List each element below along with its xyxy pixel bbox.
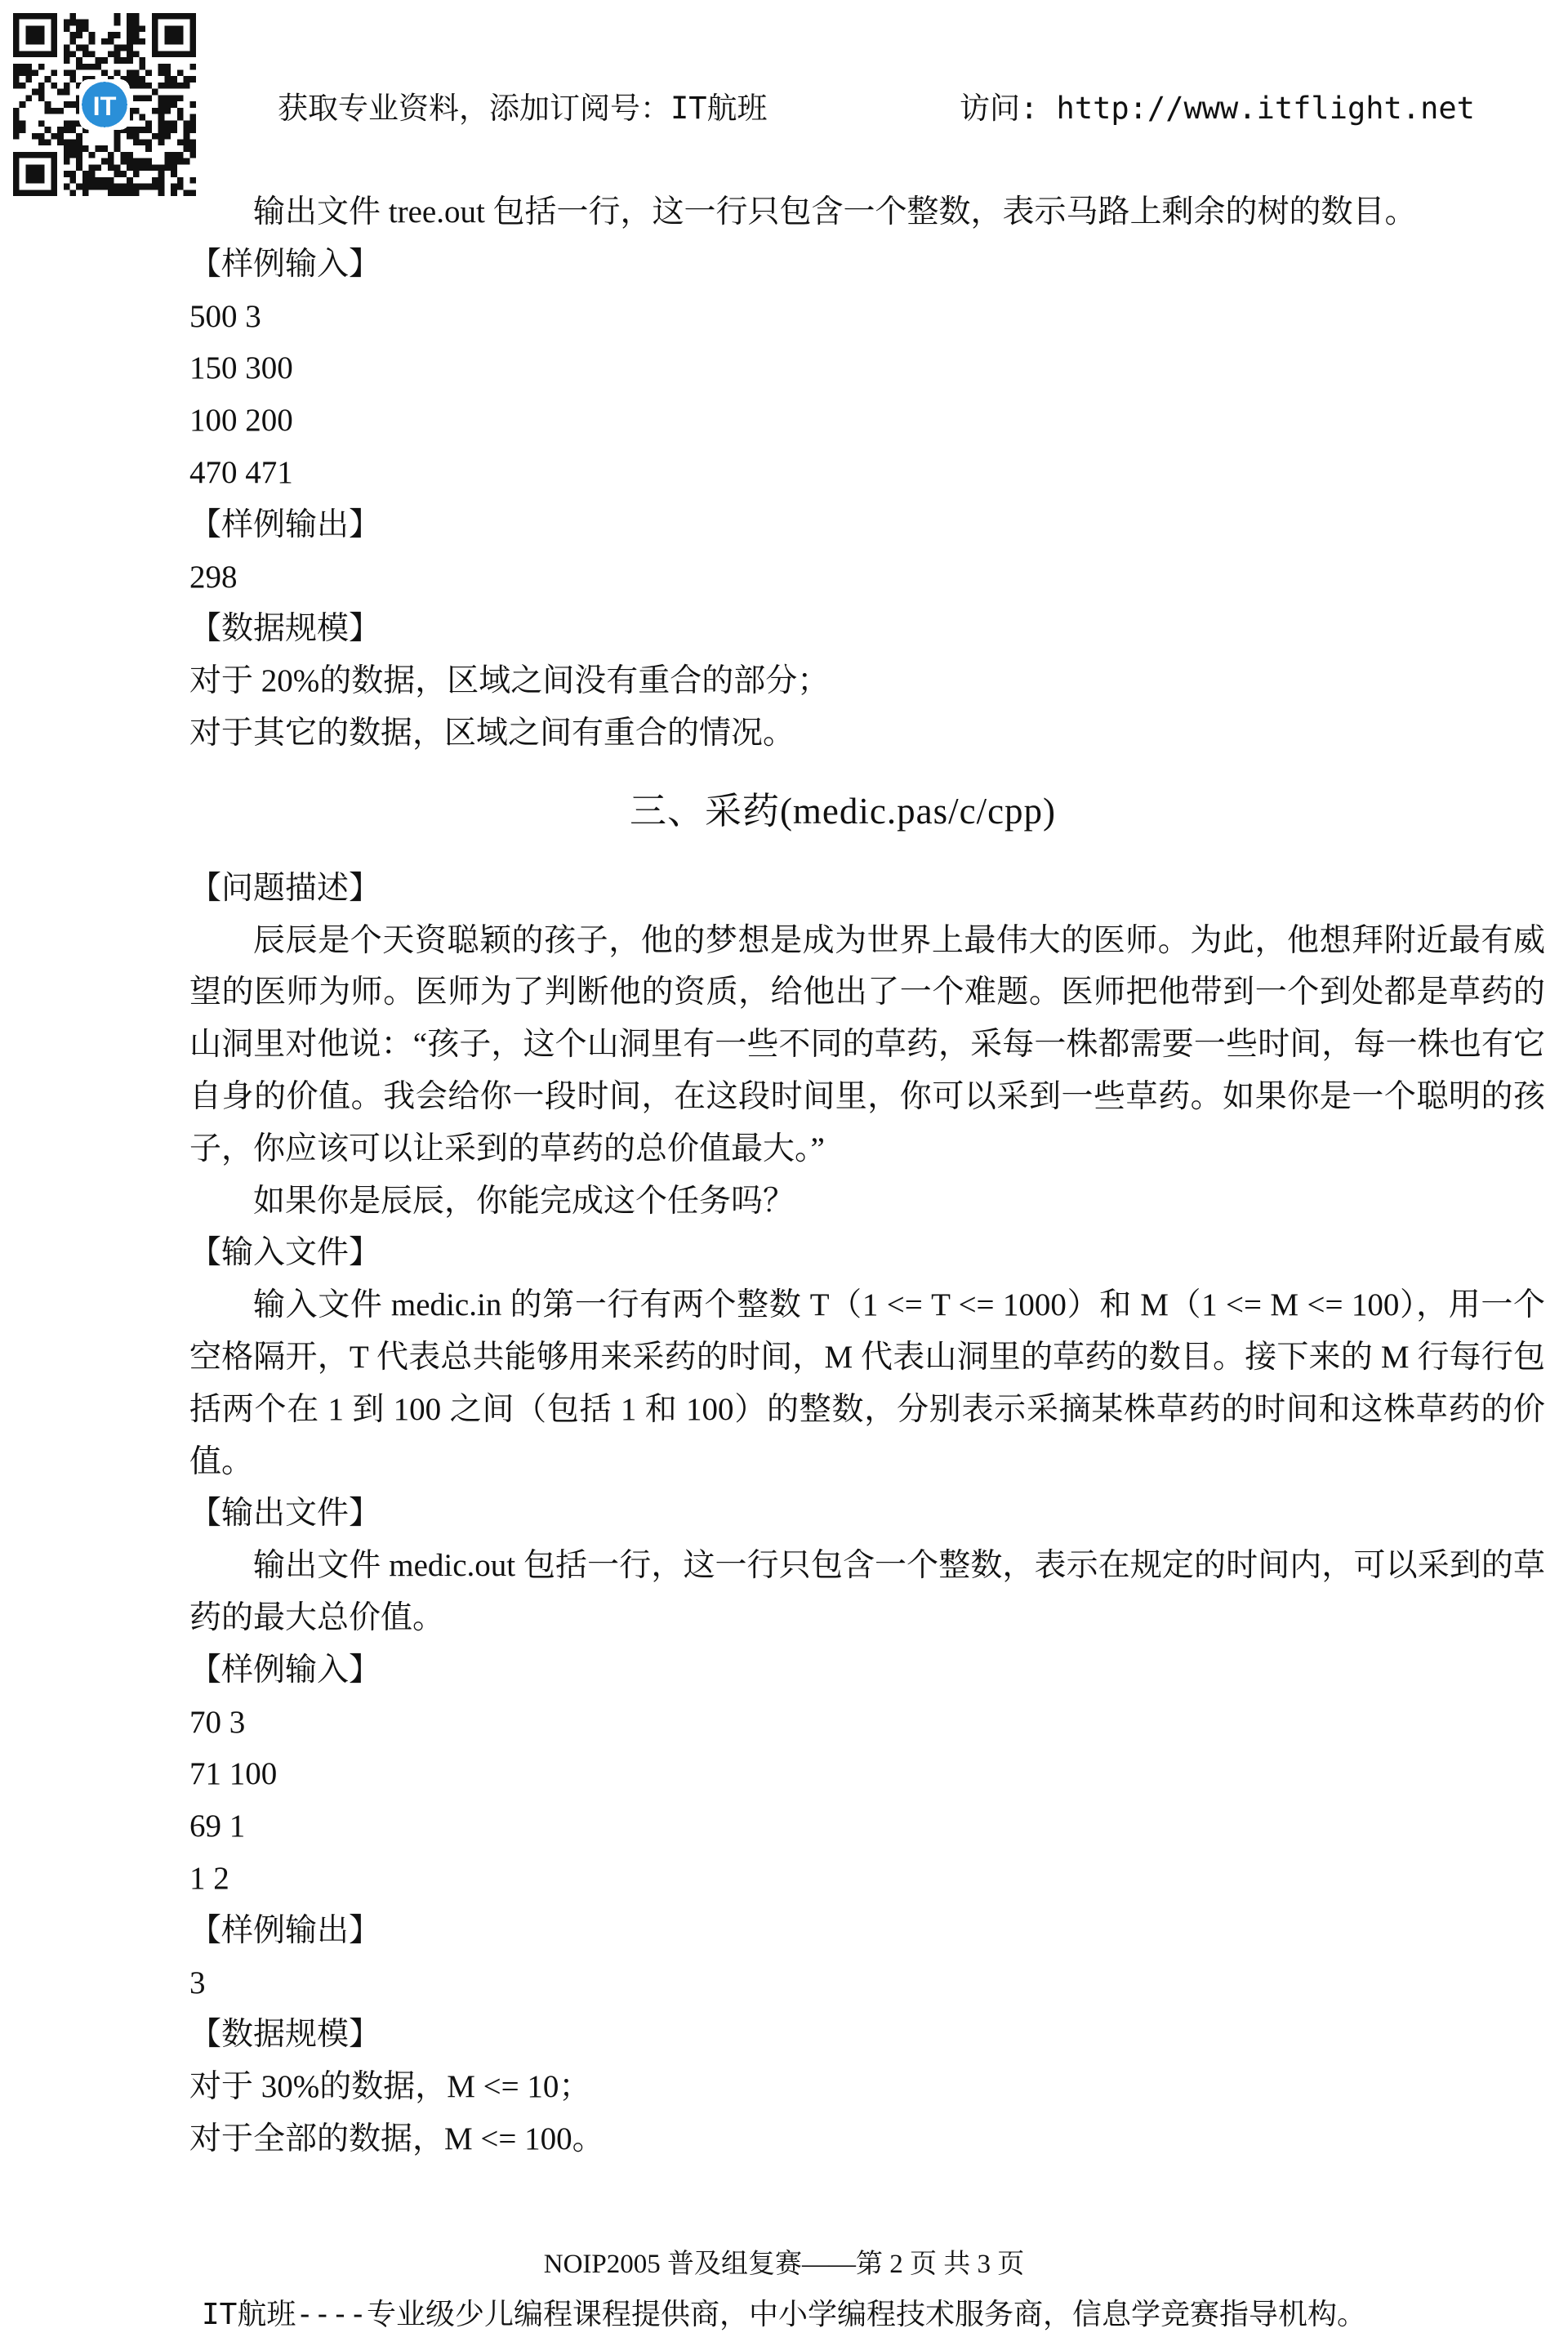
section-title-medic: 三、采药(medic.pas/c/cpp) bbox=[629, 790, 1057, 832]
svg-text:IT: IT bbox=[92, 91, 117, 122]
sample-line: 70 3 bbox=[189, 1704, 246, 1740]
sample-line: 71 100 bbox=[189, 1756, 278, 1792]
tree-sample-output-label: 【样例输出】 bbox=[189, 506, 381, 542]
medic-sample-output-label: 【样例输出】 bbox=[189, 1912, 381, 1948]
itflight-logo bbox=[79, 79, 130, 130]
sample-line: 500 3 bbox=[189, 298, 261, 334]
tree-output-desc: 输出文件 tree.out 包括一行，这一行只包含一个整数，表示马路上剩余的树的数目。 bbox=[253, 194, 1417, 230]
sample-line: 150 300 bbox=[189, 350, 293, 386]
subscribe-promo: 获取专业资料，添加订阅号：IT航班 bbox=[278, 91, 768, 126]
problem-label: 【问题描述】 bbox=[189, 870, 381, 906]
qr-code bbox=[13, 13, 196, 196]
problem-description: 辰辰是个天资聪颖的孩子，他的梦想是成为世界上最伟大的医师。为此，他想拜附近最有威望的医师为师。医师为了判断他的资质，给他出了一个难题。医师把他带到一个到处都是草药的山洞里对他说：“孩子，这个山洞里有一些不同的草药，采每一株都需要一些时间，每一株也有它自身的价值。我会给你一段时间，在这段时间里，你可以采到一些草药。如果你是一个聪明的孩子，你应该可以让采到的草药的总价值最大。” bbox=[189, 922, 1545, 1166]
sample-line: 1 2 bbox=[189, 1860, 229, 1896]
tree-sample-input-label: 【样例输入】 bbox=[189, 246, 381, 282]
input-description: 输入文件 medic.in 的第一行有两个整数 T（1 <= T <= 1000）和 M（1 <= M <= 100），用一个空格隔开，T 代表总共能够用来采药的时间，M 代表山洞里的草药的数目。接下来的 M 行每行包括两个在 1 到 100 之间（包括 1 和 100）的整数，分别表示采摘某株草药的时间和这株草药的价值。 bbox=[189, 1287, 1545, 1479]
input-label: 【输入文件】 bbox=[189, 1235, 381, 1271]
sample-line: 69 1 bbox=[189, 1809, 246, 1844]
sample-line: 100 200 bbox=[189, 403, 293, 439]
page-number: NOIP2005 普及组复赛——第 2 页 共 3 页 bbox=[543, 2250, 1025, 2279]
medic-scale-label: 【数据规模】 bbox=[189, 2017, 381, 2053]
sample-line: 470 471 bbox=[189, 454, 293, 490]
medic-sample-input-label: 【样例输入】 bbox=[189, 1652, 381, 1688]
tree-sample-output: 298 bbox=[189, 559, 238, 595]
problem-question: 如果你是辰辰，你能完成这个任务吗？ bbox=[253, 1183, 795, 1219]
output-description: 输出文件 medic.out 包括一行，这一行只包含一个整数，表示在规定的时间内，可以采到的草药的最大总价值。 bbox=[189, 1548, 1545, 1635]
output-label: 【输出文件】 bbox=[189, 1496, 381, 1532]
website-link[interactable]: 访问: http://www.itflight.net bbox=[960, 91, 1475, 126]
tree-scale-label: 【数据规模】 bbox=[189, 611, 381, 647]
page-footer: IT航班----专业级少儿编程课程提供商，中小学编程技术服务商，信息学竞赛指导机构。 bbox=[201, 2298, 1367, 2331]
document-body bbox=[189, 186, 1545, 2165]
scale-line: 对于 30%的数据，M <= 10； bbox=[189, 2069, 591, 2105]
medic-sample-output: 3 bbox=[189, 1965, 206, 2000]
scale-line: 对于 20%的数据，区域之间没有重合的部分； bbox=[189, 663, 830, 699]
scale-line: 对于其它的数据，区域之间有重合的情况。 bbox=[189, 715, 795, 751]
scale-line: 对于全部的数据，M <= 100。 bbox=[189, 2121, 604, 2156]
